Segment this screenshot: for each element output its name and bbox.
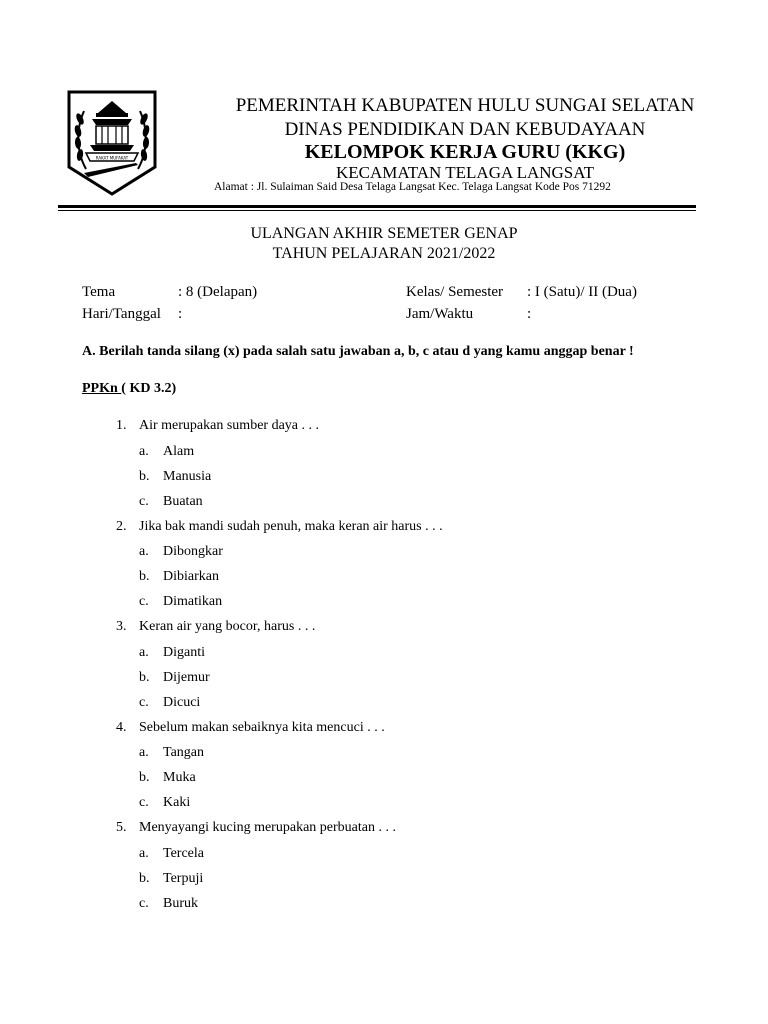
question-number: 1. bbox=[116, 418, 127, 433]
option-letter: b. bbox=[139, 569, 150, 585]
option-text: Dicuci bbox=[163, 694, 201, 710]
question-number: 3. bbox=[116, 619, 127, 634]
question-number: 5. bbox=[116, 820, 127, 835]
header-divider-thick bbox=[58, 205, 696, 208]
instruction: A. Berilah tanda silang (x) pada salah satu jawaban a, b, c atau d yang kamu anggap benar ! bbox=[82, 344, 634, 359]
header-district: KECAMATAN TELAGA LANGSAT bbox=[335, 163, 595, 182]
subject-name: PPKn bbox=[82, 381, 122, 396]
question-number: 4. bbox=[116, 719, 127, 735]
jam-value: : bbox=[527, 306, 532, 322]
option-letter: b. bbox=[139, 870, 150, 886]
option-text: Manusia bbox=[163, 468, 212, 484]
option-letter: c. bbox=[139, 493, 149, 509]
option-letter: a. bbox=[139, 745, 149, 760]
option-text: Kaki bbox=[163, 795, 191, 811]
option-letter: b. bbox=[139, 468, 150, 484]
option-letter: a. bbox=[139, 443, 149, 459]
subject-heading bbox=[82, 382, 176, 396]
kelas-value: : I (Satu)/ II (Dua) bbox=[527, 284, 637, 300]
option-text: Tercela bbox=[163, 845, 204, 861]
option-text: Tangan bbox=[163, 745, 205, 760]
question-text: Menyayangi kucing merupakan perbuatan . . . bbox=[139, 820, 396, 835]
option-letter: c. bbox=[139, 594, 149, 610]
option-letter: b. bbox=[139, 669, 150, 685]
option-text: Diganti bbox=[163, 644, 205, 660]
header-department: DINAS PENDIDIKAN DAN KEBUDAYAAN bbox=[284, 119, 646, 140]
option-text: Dibongkar bbox=[163, 544, 223, 559]
jam-label: Jam/Waktu bbox=[406, 306, 474, 322]
question-text: Keran air yang bocor, harus . . . bbox=[139, 619, 316, 634]
option-text: Buruk bbox=[163, 895, 198, 911]
option-text: Alam bbox=[163, 443, 195, 459]
header-divider-thin bbox=[58, 210, 696, 211]
option-letter: a. bbox=[139, 644, 149, 660]
regency-emblem-icon bbox=[66, 89, 158, 197]
question-number: 2. bbox=[116, 518, 127, 534]
option-text: Buatan bbox=[163, 493, 203, 509]
option-text: Dimatikan bbox=[163, 594, 223, 610]
option-text: Dibiarkan bbox=[163, 569, 219, 585]
option-letter: c. bbox=[139, 795, 149, 811]
question-text: Jika bak mandi sudah penuh, maka keran air harus . . . bbox=[139, 518, 443, 534]
tema-label: Tema bbox=[82, 284, 116, 300]
hari-value: : bbox=[178, 306, 183, 322]
logo-text: RAKAT MUFAKAT bbox=[95, 155, 129, 161]
question-text: Air merupakan sumber daya . . . bbox=[139, 418, 319, 433]
exam-year: TAHUN PELAJARAN 2021/2022 bbox=[272, 245, 496, 262]
header-address: Alamat : Jl. Sulaiman Said Desa Telaga Langsat Kec. Telaga Langsat Kode Pos 71292 bbox=[214, 181, 611, 193]
tema-value: : 8 (Delapan) bbox=[178, 284, 258, 300]
header-kkg: KELOMPOK KERJA GURU (KKG) bbox=[304, 141, 626, 163]
question-text: Sebelum makan sebaiknya kita mencuci . . . bbox=[139, 719, 385, 735]
option-letter: c. bbox=[139, 895, 149, 911]
header-government: PEMERINTAH KABUPATEN HULU SUNGAI SELATAN bbox=[235, 95, 695, 116]
option-letter: b. bbox=[139, 770, 150, 786]
subject-code: ( KD 3.2) bbox=[121, 381, 177, 396]
option-text: Terpuji bbox=[163, 870, 204, 886]
option-letter: a. bbox=[139, 544, 149, 559]
hari-label: Hari/Tanggal bbox=[82, 306, 161, 322]
exam-title: ULANGAN AKHIR SEMETER GENAP bbox=[250, 225, 518, 242]
option-text: Muka bbox=[163, 770, 196, 786]
option-letter: a. bbox=[139, 845, 149, 861]
option-text: Dijemur bbox=[163, 669, 210, 685]
kelas-label: Kelas/ Semester bbox=[406, 284, 504, 300]
option-letter: c. bbox=[139, 694, 149, 710]
